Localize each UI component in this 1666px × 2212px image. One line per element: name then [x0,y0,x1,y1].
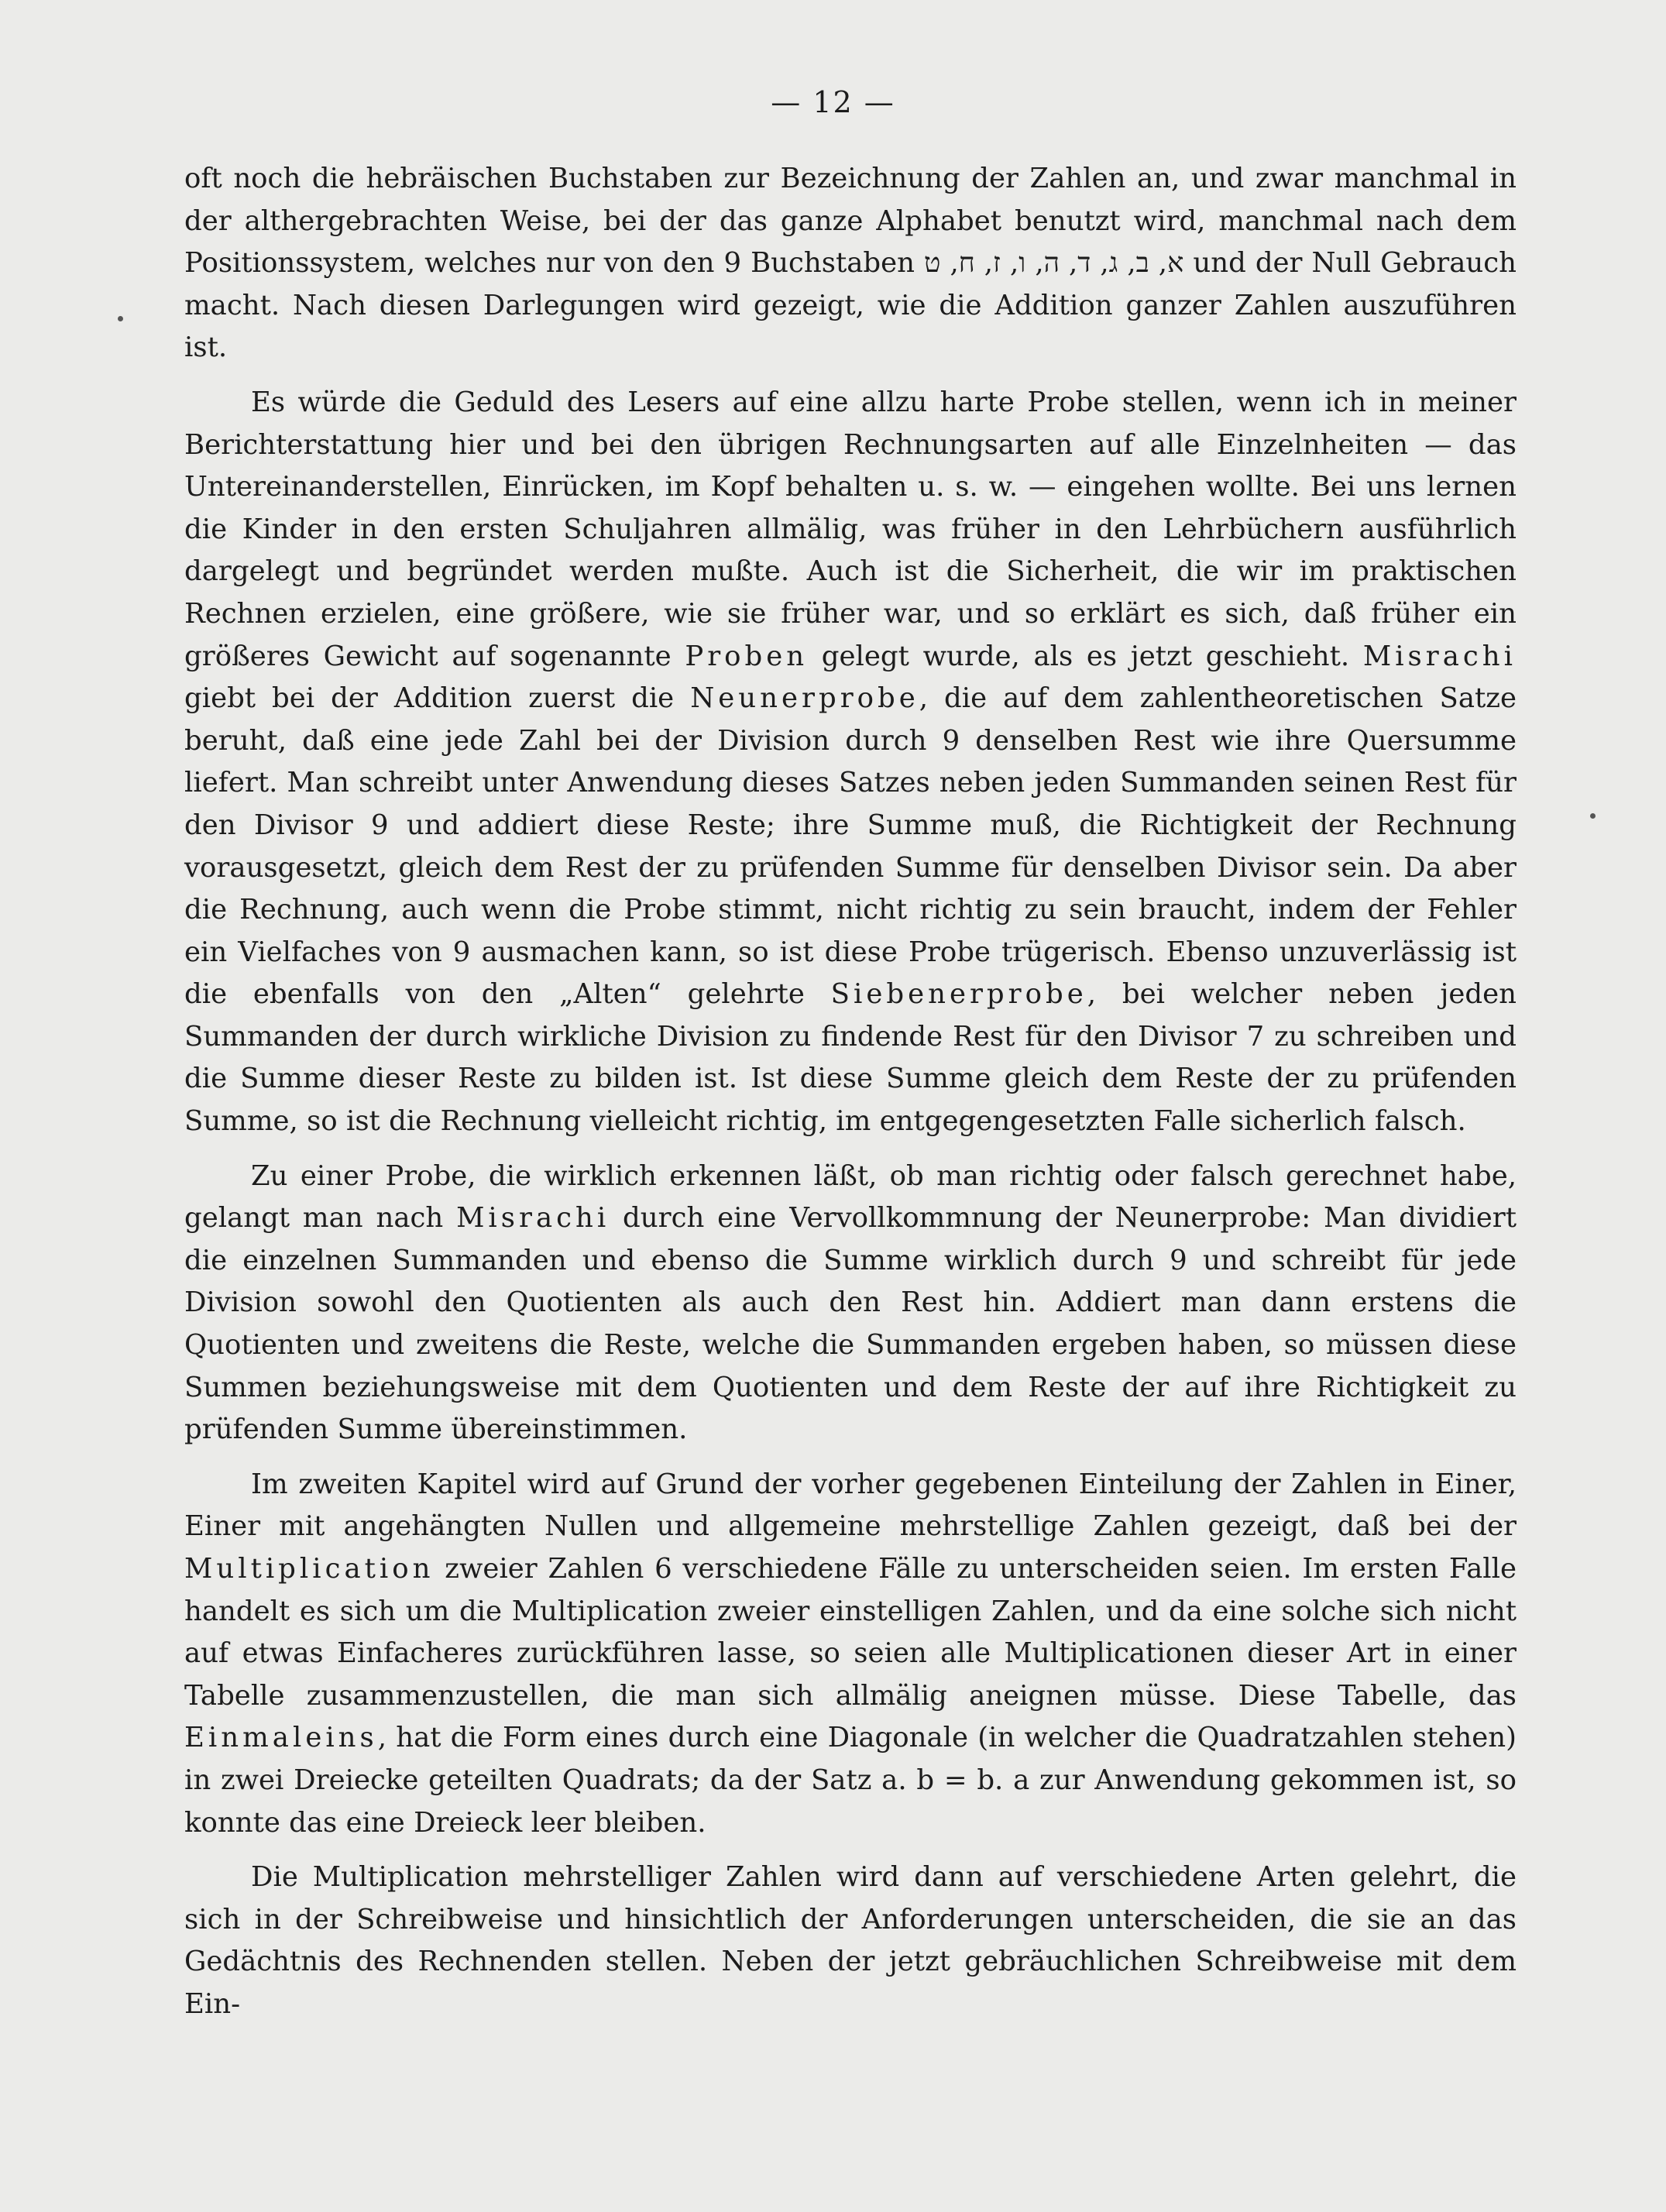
text-run: durch eine Vervollkommnung der Neunerprobe: Man dividiert die einzelnen Summanden und ebenso die Summe wirklich durch 9 und schreibt für jede Division sowohl den Quotienten als auch den Rest hin. Addiert man dann erstens die Quotienten und zweitens die Reste, welche die Summanden ergeben haben, so müssen diese Summen beziehungsweise mit dem Quotienten und dem Reste der auf ihre Richtigkeit zu prüfenden Summe übereinstimmen. [184,1202,1517,1446]
text-run: gelegt wurde, als es jetzt geschieht. [808,640,1363,672]
text-run: Im zweiten Kapitel wird auf Grund der vorher gegebenen Einteilung der Zahlen in Einer, Einer mit angehängten Nullen und allgemeine mehrstellige Zahlen gezeigt, daß bei der [184,1468,1517,1543]
text-run: Zu einer Probe, die wirklich erkennen läßt, ob man richtig oder falsch gerechnet habe, gelangt man nach [184,1159,1517,1235]
text-run: Die Multiplication mehrstelliger Zahlen wird dann auf verschiedene Arten gelehrt, die sich in der Schreibweise und hinsichtlich der Anforderungen unterscheiden, die sie an das Gedächtnis des Rechnenden stellen. Neben der jetzt gebräuchlichen Schreibweise mit dem Ein- [184,1861,1517,2020]
emphasized-term: Proben [685,640,809,672]
paragraph [184,382,1517,1143]
paragraph [184,1856,1517,2025]
emphasized-term: Misrachi [456,1202,610,1235]
text-run: zweier Zahlen 6 verschiedene Fälle zu unterscheiden seien. Im ersten Falle handelt es sich um die Multiplication zweier einstelligen Zahlen, und da eine solche sich nicht auf etwas Einfacheres zurückführen lasse, so seien alle Multiplicationen dieser Art in einer Tabelle zusammenzustellen, die man sich allmälig aneignen müsse. Diese Tabelle, das [184,1553,1517,1712]
text-run: , hat die Form eines durch eine Diagonale (in welcher die Quadratzahlen stehen) in zwei Dreiecke geteilten Quadrats; da der Satz a. b = b. a zur Anwendung gekommen ist, so konnte das eine Dreieck leer bleiben. [184,1722,1517,1839]
paragraph [184,1464,1517,1844]
text-run: , die auf dem zahlentheoretischen Satze beruht, daß eine jede Zahl bei der Division durch 9 denselben Rest wie ihre Quersumme liefert. Man schreibt unter Anwendung dieses Satzes neben jeden Summanden seinen Rest für den Divisor 9 und addiert diese Reste; ihre Summe muß, die Richtigkeit der Rechnung vorausgesetzt, gleich dem Rest der zu prüfenden Summe für denselben Divisor sein. Da aber die Rechnung, auch wenn die Probe stimmt, nicht richtig zu sein braucht, indem der Fehler ein Vielfaches von 9 ausmachen kann, so ist diese Probe trügerisch. Ebenso unzuverlässig ist die ebenfalls von den „Alten“ gelehrte [184,682,1517,1011]
text-run: , bei welcher neben jeden Summanden der durch wirkliche Division zu findende Rest für den Divisor 7 zu schreiben und die Summe dieser Reste zu bilden ist. Ist diese Summe gleich dem Reste der zu prüfenden Summe, so ist die Rechnung vielleicht richtig, im entgegengesetzten Falle sicherlich falsch. [184,978,1517,1138]
emphasized-term: Einmaleins [184,1722,378,1754]
text-run: und der Null Gebrauch macht. Nach diesen Darlegungen wird gezeigt, wie die Addition ganzer Zahlen auszuführen ist. [184,247,1517,364]
body-text [184,158,1517,2039]
emphasized-term: Multiplication [184,1553,435,1585]
paragraph [184,1156,1517,1451]
print-speck [118,316,123,321]
text-run: oft noch die hebräischen Buchstaben zur Bezeichnung der Zahlen an, und zwar manchmal in der althergebrachten Weise, bei der das ganze Alphabet benutzt wird, manchmal nach dem Positionssystem, welches nur von den 9 Buchstaben [184,163,1517,280]
print-speck [1590,813,1596,819]
emphasized-term: Misrachi [1362,640,1517,672]
text-run: giebt bei der Addition zuerst die [184,682,691,715]
emphasized-term: Siebenerprobe [830,978,1087,1011]
hebrew-letters: א, ב, ג, ד, ה, ו, ז, ח, ט [924,247,1184,280]
text-run: Es würde die Geduld des Lesers auf eine allzu harte Probe stellen, wenn ich in meiner Berichterstattung hier und bei den übrigen Rechnungsarten auf alle Einzelnheiten — das Untereinanderstellen, Einrücken, im Kopf behalten u. s. w. — eingehen wollte. Bei uns lernen die Kinder in den ersten Schuljahren allmälig, was früher in den Lehrbüchern ausführlich dargelegt und begründet werden mußte. Auch ist die Sicherheit, die wir im praktischen Rechnen erzielen, eine größere, wie sie früher war, und so erklärt es sich, daß früher ein größeres Gewicht auf sogenannte [184,386,1517,672]
paragraph [184,158,1517,369]
emphasized-term: Neunerprobe [690,682,919,715]
page-number: — 12 — [771,85,895,119]
